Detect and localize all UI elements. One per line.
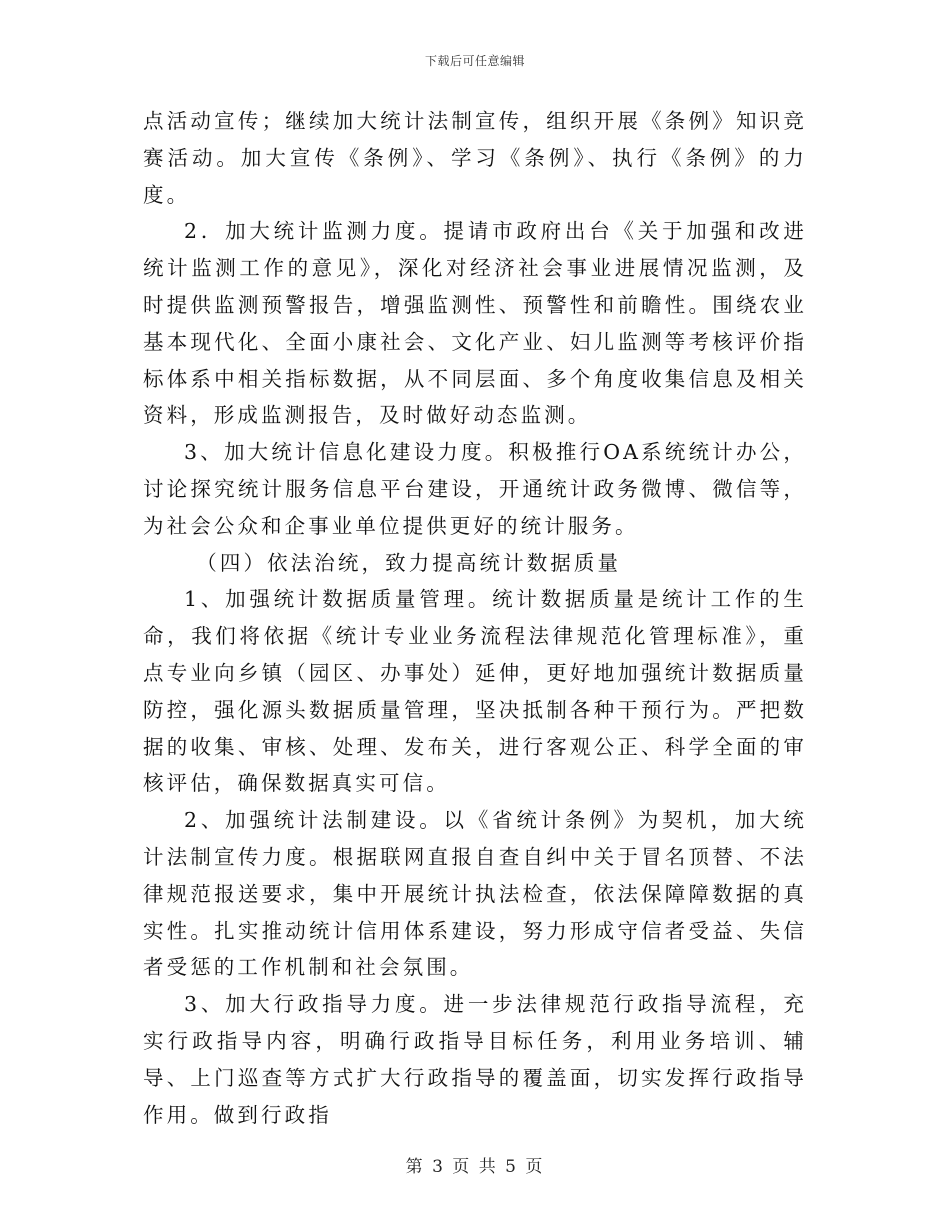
paragraph-continuation: 点活动宣传；继续加大统计法制宣传，组织开展《条例》知识竞赛活动。加大宣传《条例》、学习《条例》、执行《条例》的力度。 xyxy=(143,109,807,207)
paragraph-item-2-monitoring: 2．加大统计监测力度。提请市政府出台《关于加强和改进统计监测工作的意见》，深化对经济社会事业进展情况监测，及时提供监测预警报告，增强监测性、预警性和前瞻性。围绕农业基本现代化、全面小康社会、文化产业、妇儿监测等考核评价指标体系中相关指标数据，从不同层面、多个角度收集信息及相关资料，形成监测报告，及时做好动态监测。 xyxy=(143,219,807,428)
paragraph-item-1-data-quality: 1、加强统计数据质量管理。统计数据质量是统计工作的生命，我们将依据《统计专业业务流程法律规范化管理标准》，重点专业向乡镇（园区、办事处）延伸，更好地加强统计数据质量防控，强化源头数据质量管理，坚决抵制各种干预行为。严把数据的收集、审核、处理、发布关，进行客观公正、科学全面的审核评估，确保数据真实可信。 xyxy=(143,587,807,796)
paragraph-item-3-informatization: 3、加大统计信息化建设力度。积极推行OA系统统计办公，讨论探究统计服务信息平台建设，开通统计政务微博、微信等，为社会公众和企事业单位提供更好的统计服务。 xyxy=(143,440,807,538)
page-number-footer: 第 3 页 共 5 页 xyxy=(405,1157,545,1177)
paragraph-item-3-administrative-guidance: 3、加大行政指导力度。进一步法律规范行政指导流程，充实行政指导内容，明确行政指导目标任务，利用业务培训、辅导、上门巡查等方式扩大行政指导的覆盖面，切实发挥行政指导作用。做到行政指 xyxy=(143,992,807,1127)
document-body xyxy=(143,103,807,1133)
paragraph-item-2-legal-system: 2、加强统计法制建设。以《省统计条例》为契机，加大统计法制宣传力度。根据联网直报自查自纠中关于冒名顶替、不法律规范报送要求，集中开展统计执法检查，依法保障障数据的真实性。扎实推动统计信用体系建设，努力形成守信者受益、失信者受惩的工作机制和社会氛围。 xyxy=(143,808,807,980)
page-header: 下载后可任意编辑 xyxy=(424,54,525,68)
section-heading-4: （四）依法治统，致力提高统计数据质量 xyxy=(196,550,622,575)
